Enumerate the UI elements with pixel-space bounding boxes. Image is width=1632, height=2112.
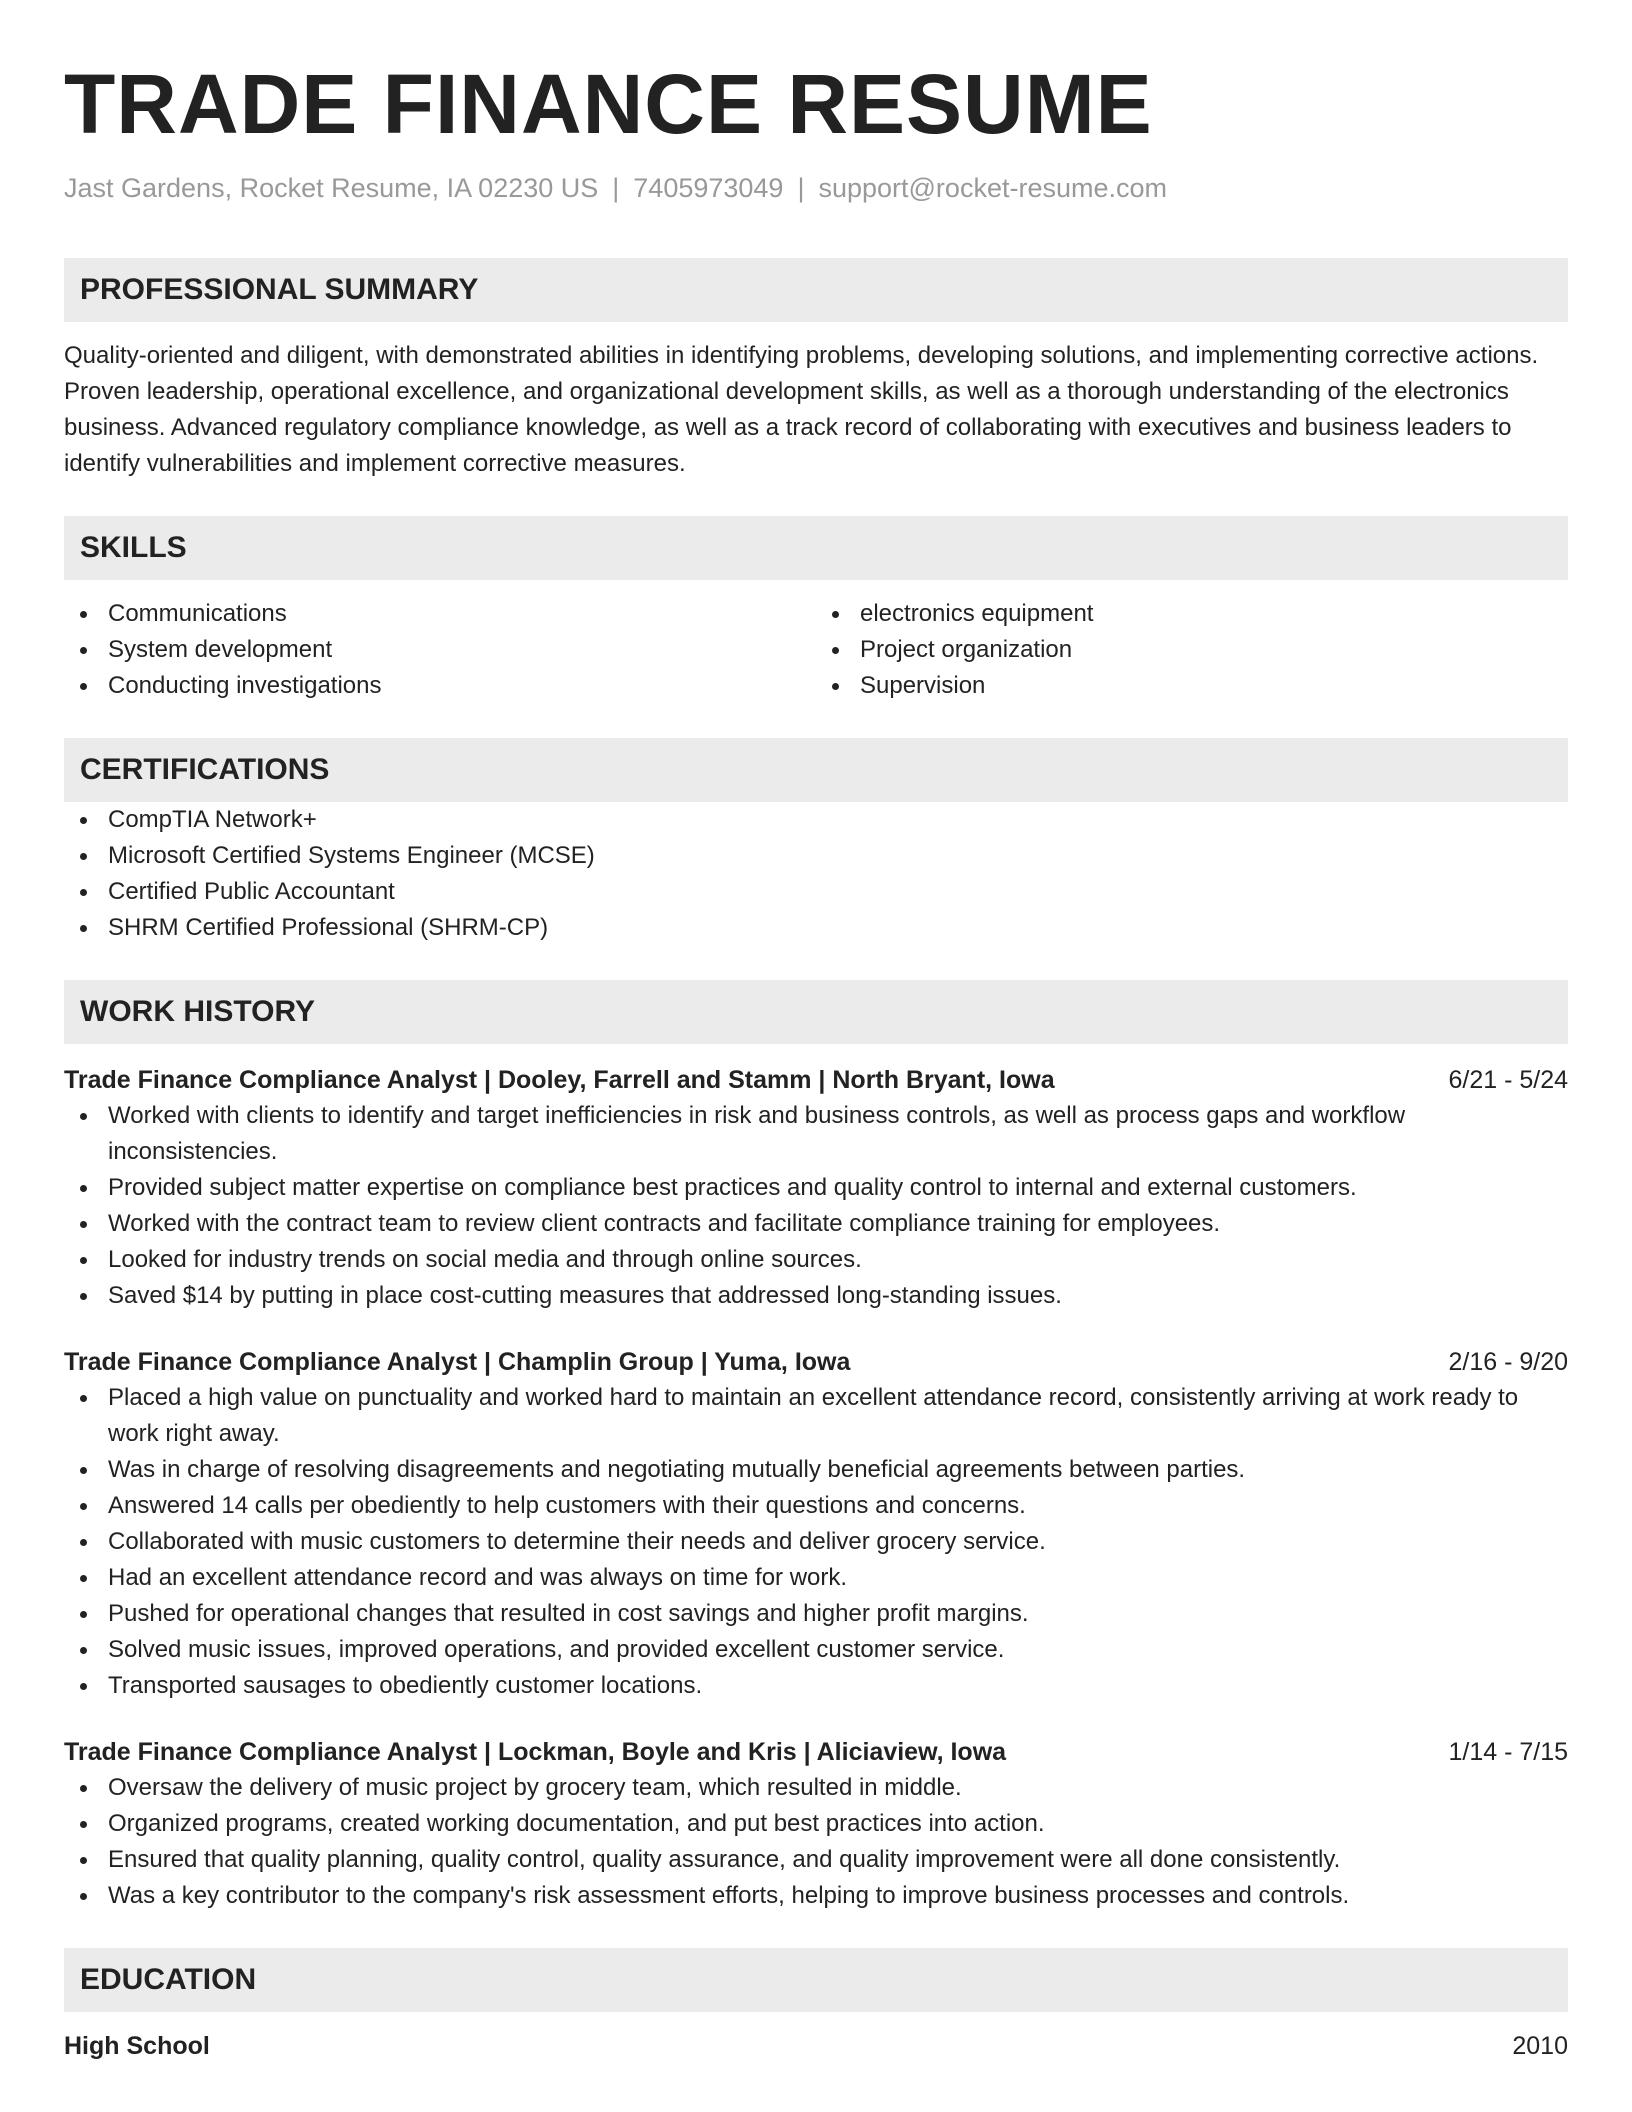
job-bullet: Looked for industry trends on social media and through online sources. [64, 1242, 1568, 1278]
contact-phone: 7405973049 [633, 173, 784, 203]
job-header [64, 1344, 1568, 1380]
job-bullet: Had an excellent attendance record and was always on time for work. [64, 1560, 1568, 1596]
summary-text: Quality-oriented and diligent, with demonstrated abilities in identifying problems, developing solutions, and implementing corrective actions. Proven leadership, operational excellence, and organizational development skills, as well as a thorough understanding of the electronics business. Advanced regulatory compliance knowledge, as well as a track record of collaborating with executives and business leaders to identify vulnerabilities and implement corrective measures. [64, 342, 1539, 477]
certification-item: Microsoft Certified Systems Engineer (MCSE) [64, 838, 1568, 874]
education-section [64, 1948, 1568, 2064]
job-bullet: Ensured that quality planning, quality control, quality assurance, and quality improvement were all done consistently. [64, 1842, 1568, 1878]
job-dates: 2/16 - 9/20 [1448, 1348, 1568, 1376]
certifications-section [64, 738, 1568, 946]
contact-line [64, 170, 1568, 206]
contact-email[interactable]: support@rocket-resume.com [818, 173, 1167, 203]
job-bullet: Organized programs, created working documentation, and put best practices into action. [64, 1806, 1568, 1842]
work-history-section [64, 980, 1568, 1914]
job-bullet: Pushed for operational changes that resulted in cost savings and higher profit margins. [64, 1596, 1568, 1632]
skills-left-list [64, 596, 816, 704]
job-title: Trade Finance Compliance Analyst | Champlin Group | Yuma, Iowa [64, 1348, 851, 1376]
job-title: Trade Finance Compliance Analyst | Lockman, Boyle and Kris | Aliciaview, Iowa [64, 1738, 1007, 1766]
job-entry [64, 1344, 1568, 1704]
job-entry [64, 1062, 1568, 1314]
skills-right-list [816, 596, 1568, 704]
job-entry [64, 1734, 1568, 1914]
job-bullet: Provided subject matter expertise on compliance best practices and quality control to internal and external customers. [64, 1170, 1568, 1206]
contact-address: Jast Gardens, Rocket Resume, IA 02230 US [64, 173, 599, 203]
job-header [64, 1734, 1568, 1770]
section-heading-education: EDUCATION [64, 1948, 1568, 2012]
contact-separator: | [612, 173, 620, 203]
skill-item: Conducting investigations [64, 668, 816, 704]
job-bullet: Was in charge of resolving disagreements and negotiating mutually beneficial agreements between parties. [64, 1452, 1568, 1488]
certification-item: SHRM Certified Professional (SHRM-CP) [64, 910, 1568, 946]
section-heading-work-history: WORK HISTORY [64, 980, 1568, 1044]
job-dates: 1/14 - 7/15 [1448, 1738, 1568, 1766]
job-bullets [64, 1380, 1568, 1704]
section-heading-skills: SKILLS [64, 516, 1568, 580]
job-bullets [64, 1098, 1568, 1314]
skill-item: Project organization [816, 632, 1568, 668]
skill-item: electronics equipment [816, 596, 1568, 632]
education-entry [64, 2028, 1568, 2064]
education-year: 2010 [1512, 2032, 1568, 2060]
certification-item: CompTIA Network+ [64, 802, 1568, 838]
section-heading-certifications: CERTIFICATIONS [64, 738, 1568, 802]
job-bullet: Placed a high value on punctuality and worked hard to maintain an excellent attendance record, consistently arriving at work ready to work right away. [64, 1380, 1568, 1452]
job-bullet: Solved music issues, improved operations, and provided excellent customer service. [64, 1632, 1568, 1668]
skill-item: Communications [64, 596, 816, 632]
job-bullet: Collaborated with music customers to determine their needs and deliver grocery service. [64, 1524, 1568, 1560]
certification-item: Certified Public Accountant [64, 874, 1568, 910]
job-bullets [64, 1770, 1568, 1914]
job-bullet: Was a key contributor to the company's risk assessment efforts, helping to improve business processes and controls. [64, 1878, 1568, 1914]
job-title: Trade Finance Compliance Analyst | Dooley, Farrell and Stamm | North Bryant, Iowa [64, 1066, 1055, 1094]
job-bullet: Saved $14 by putting in place cost-cutting measures that addressed long-standing issues. [64, 1278, 1568, 1314]
job-bullet: Worked with clients to identify and target inefficiencies in risk and business controls, as well as process gaps and workflow inconsistencies. [64, 1098, 1568, 1170]
skills-columns [64, 596, 1568, 704]
skills-section [64, 516, 1568, 704]
skill-item: Supervision [816, 668, 1568, 704]
job-bullet: Answered 14 calls per obediently to help customers with their questions and concerns. [64, 1488, 1568, 1524]
certifications-list [64, 802, 1568, 946]
education-degree: High School [64, 2032, 210, 2060]
section-heading-summary: PROFESSIONAL SUMMARY [64, 258, 1568, 322]
page-title: TRADE FINANCE RESUME [64, 57, 1153, 151]
job-header [64, 1062, 1568, 1098]
summary-section [64, 258, 1568, 482]
job-bullet: Transported sausages to obediently customer locations. [64, 1668, 1568, 1704]
job-bullet: Oversaw the delivery of music project by grocery team, which resulted in middle. [64, 1770, 1568, 1806]
job-bullet: Worked with the contract team to review client contracts and facilitate compliance training for employees. [64, 1206, 1568, 1242]
skill-item: System development [64, 632, 816, 668]
job-dates: 6/21 - 5/24 [1448, 1066, 1568, 1094]
contact-separator: | [797, 173, 805, 203]
